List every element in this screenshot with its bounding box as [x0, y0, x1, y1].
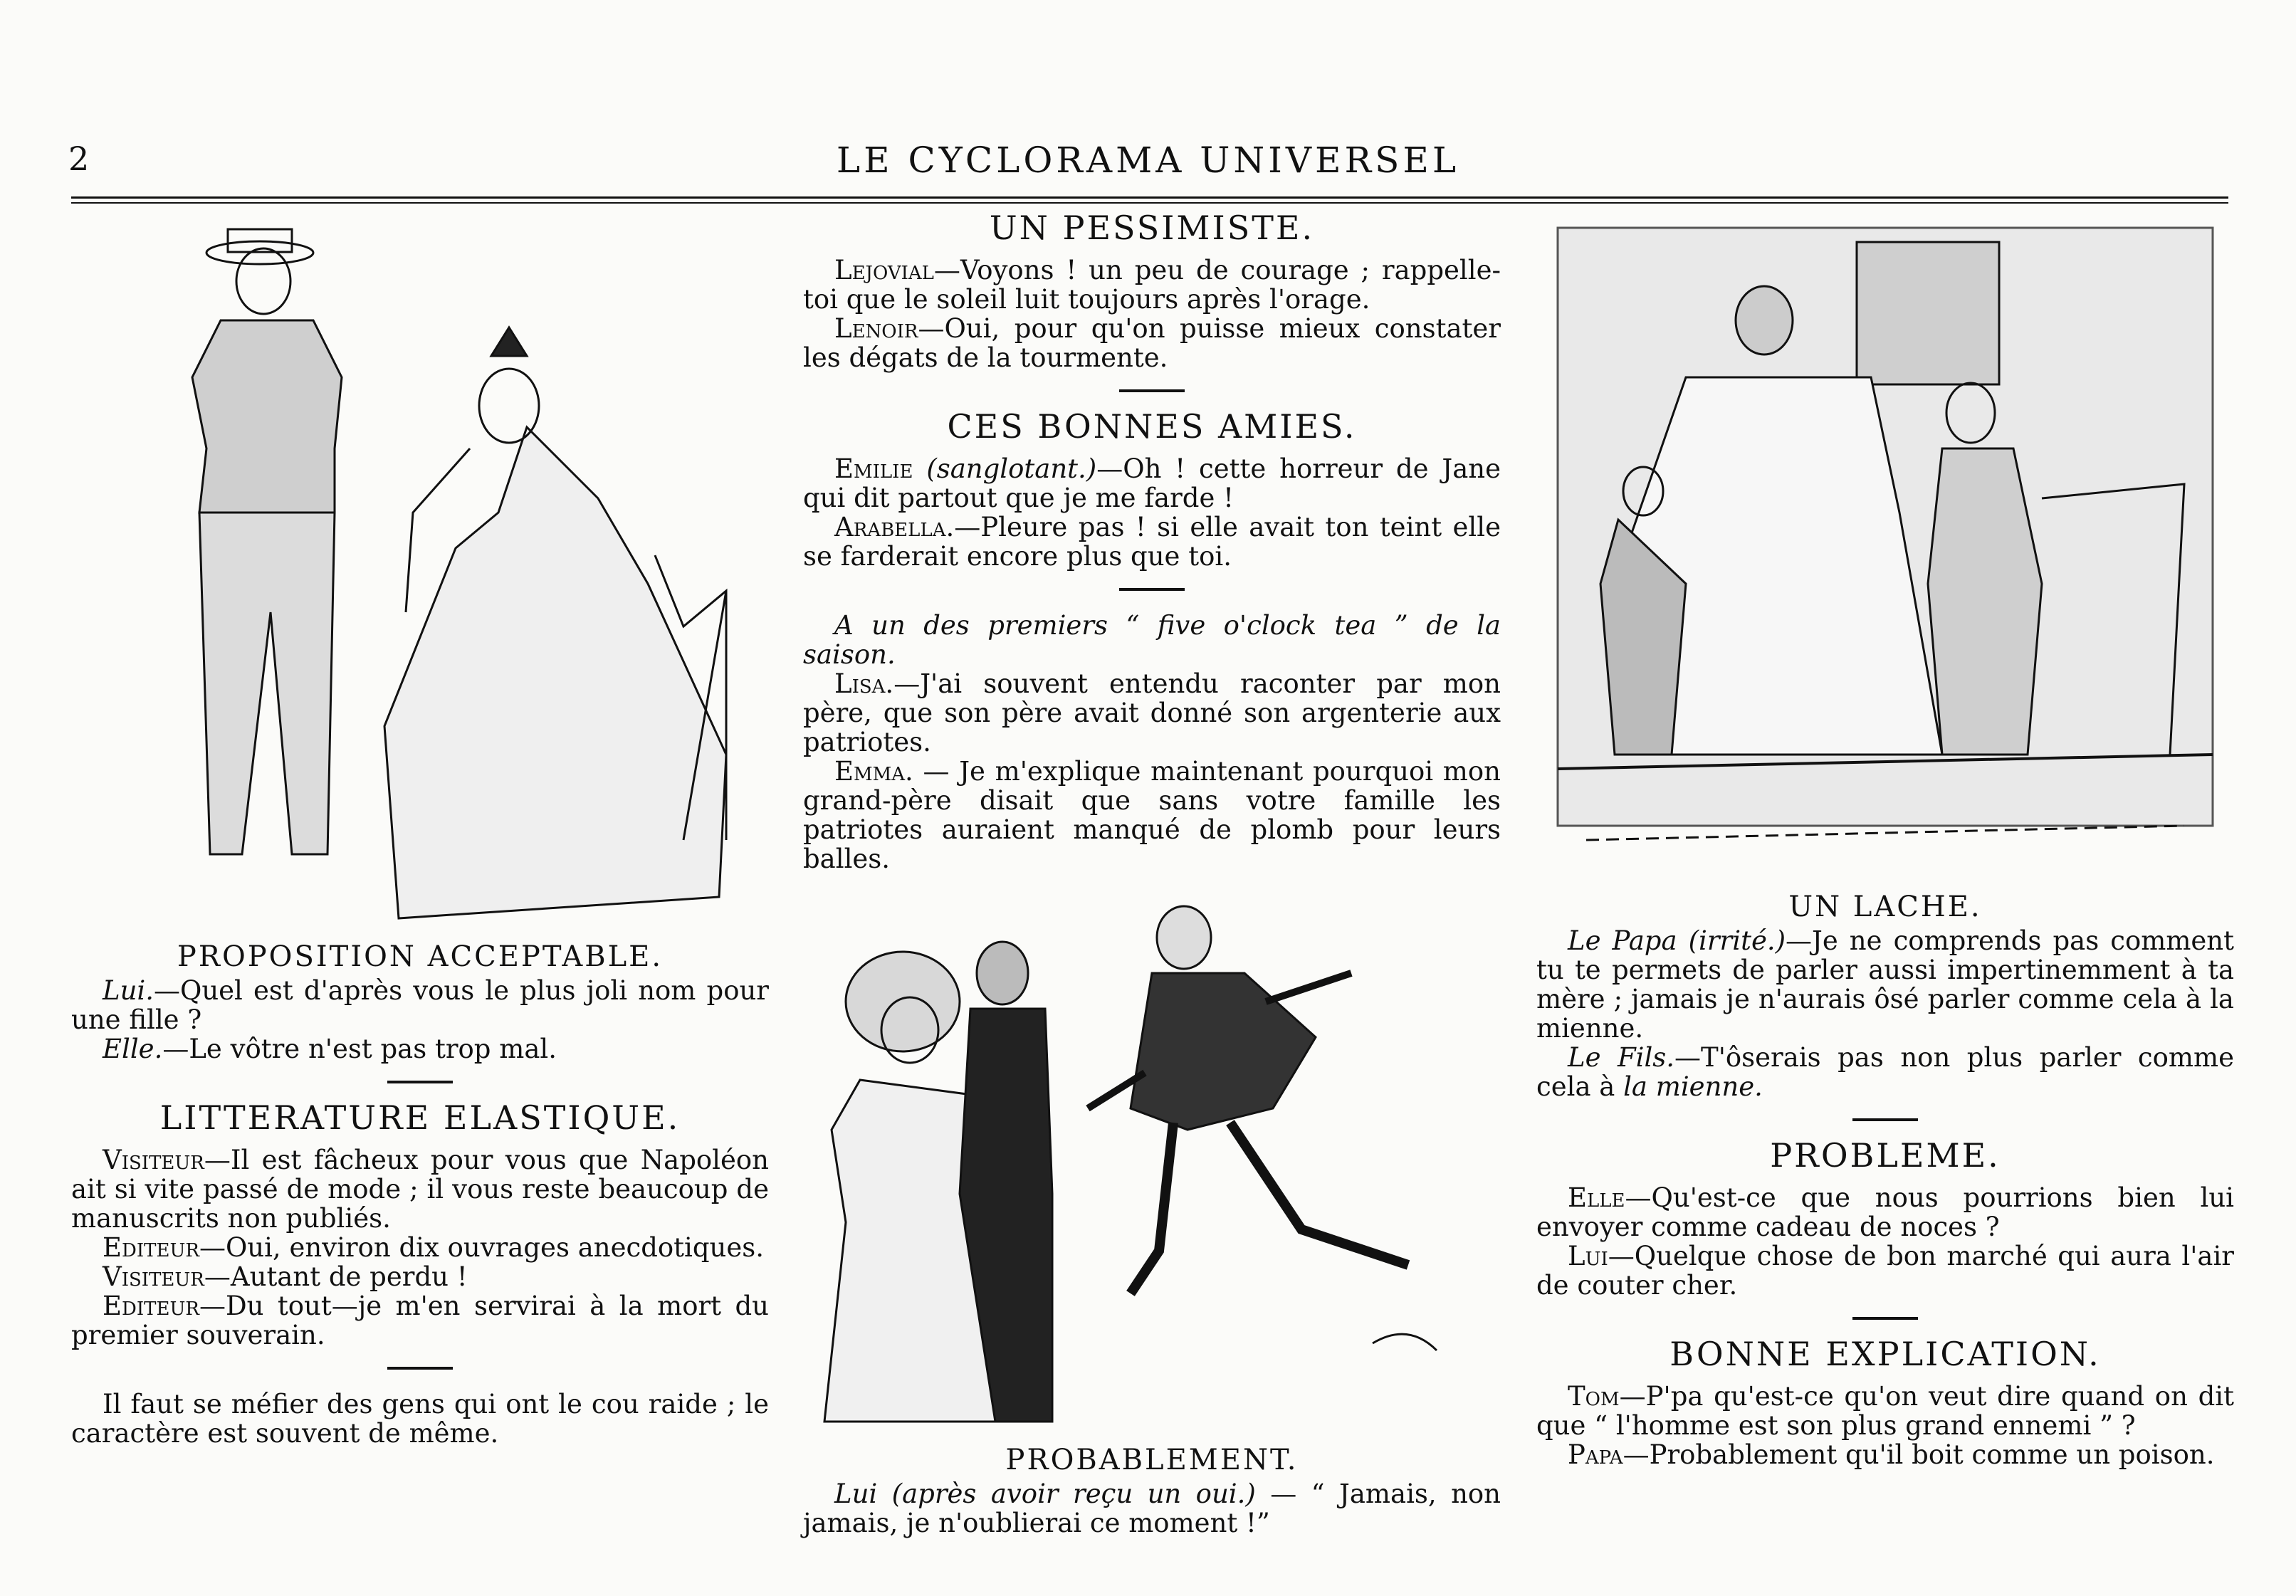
dialogue-fils-end: la mienne. [1623, 1071, 1763, 1102]
stage-direction: (irrité.) [1688, 925, 1786, 956]
dialogue-papa: —Je ne comprends pas comment tu te permets de parler aussi impertinemment à ta mère ; jamais je n'aurais ôsé parler comme cela à la mienne. [1536, 925, 2234, 1044]
speaker-visiteur: Visiteur [103, 1261, 204, 1292]
illustration-couple-and-running-man [817, 895, 1487, 1436]
header-rule-top [71, 196, 2228, 199]
column-left [71, 214, 769, 1448]
page-number: 2 [68, 140, 90, 178]
section-title-litterature: LITTERATURE ELASTIQUE. [159, 1098, 681, 1137]
speaker-lui: Lui [1568, 1241, 1608, 1271]
separator [1119, 588, 1185, 591]
speaker-emma: Emma. [834, 756, 913, 787]
dialogue-lenoir: —Oui, pour qu'on puisse mieux constater les dégats de la tourmente. [803, 313, 1501, 373]
column-right [1536, 214, 2234, 1469]
speaker-fils: Le Fils. [1568, 1042, 1675, 1073]
speaker-editeur: Editeur [103, 1232, 199, 1263]
section-title-bonne-explication: BONNE EXPLICATION. [1669, 1335, 2101, 1373]
speaker-tom: Tom [1568, 1381, 1620, 1412]
separator [1852, 1317, 1918, 1320]
dialogue-line: —Du tout—je m'en servirai à la mort du premier souverain. [71, 1291, 769, 1350]
illustration-family-parlor [1543, 214, 2227, 883]
dialogue-tom: —P'pa qu'est-ce qu'on veut dire quand on dit que “ l'homme est son plus grand ennemi ” ? [1536, 1381, 2234, 1441]
speaker-papa: Le Papa [1568, 925, 1677, 956]
dialogue-lisa: —J'ai souvent entendu raconter par mon père, que son père avait donné son argenterie aux patriotes. [803, 668, 1501, 757]
separator [1852, 1118, 1918, 1121]
dialogue-lui: — “ Jamais, non jamais, je n'oublierai ce moment !” [803, 1479, 1501, 1538]
masthead-title: LE CYCLORAMA UNIVERSEL [836, 140, 1460, 181]
separator [387, 1367, 453, 1370]
header-rule-bottom [71, 202, 2228, 204]
speaker-elle: Elle [1568, 1182, 1625, 1213]
illustration-couple-chair [100, 214, 740, 933]
dialogue-emilie: —Oh ! cette horreur de Jane qui dit partout que je me farde ! [803, 453, 1501, 513]
dialogue-line: —Autant de perdu ! [204, 1261, 468, 1292]
dialogue-emma: — Je m'explique maintenant pourquoi mon grand-père disait que sans votre famille les patriotes auraient manqué de plomb pour leurs balles. [803, 756, 1501, 874]
section-title-probleme: PROBLEME. [1770, 1136, 2001, 1175]
dialogue-lejovial: —Voyons ! un peu de courage ; rappelle-toi que le soleil luit toujours après l'orage. [803, 255, 1501, 315]
stage-direction: (sanglotant.) [926, 453, 1097, 484]
caption-probablement: PROBABLEMENT. [1005, 1444, 1299, 1476]
dialogue-line: —Oui, environ dix ouvrages anecdotiques. [199, 1232, 765, 1263]
dialogue-elle: —Qu'est-ce que nous pourrions bien lui envoyer comme cadeau de noces ? [1536, 1182, 2234, 1242]
tea-heading: A un des premiers “ five o'clock tea ” de la saison. [803, 610, 1501, 670]
dialogue-papa-2: —Probablement qu'il boit comme un poison. [1623, 1439, 2215, 1470]
separator [387, 1081, 453, 1083]
dialogue-line: —Il est fâcheux pour vous que Napoléon ait si vite passé de mode ; il vous reste beaucoup de manuscrits non publiés. [71, 1145, 769, 1234]
speaker-elle: Elle. [103, 1034, 163, 1064]
caption-un-lache: UN LACHE. [1788, 891, 1982, 923]
dialogue-arabella: —Pleure pas ! si elle avait ton teint elle se farderait encore plus que toi. [803, 512, 1501, 572]
speaker-papa: Papa [1568, 1439, 1623, 1470]
dialogue-elle: —Le vôtre n'est pas trop mal. [162, 1034, 557, 1064]
section-title-amies: CES BONNES AMIES. [947, 407, 1357, 446]
speaker-emilie: Emilie [834, 453, 913, 484]
speaker-visiteur: Visiteur [103, 1145, 204, 1175]
speaker-lisa: Lisa. [834, 668, 894, 699]
speaker-arabella: Arabella. [834, 512, 955, 542]
speaker-lui: Lui. [103, 975, 154, 1006]
dialogue-fils: —T'ôserais pas non plus parler comme cela à [1536, 1042, 2234, 1102]
dialogue-lui: —Quel est d'après vous le plus joli nom pour une fille ? [71, 975, 769, 1035]
column-middle [803, 209, 1501, 1538]
section-title-pessimiste: UN PESSIMISTE. [989, 209, 1315, 247]
caption-proposition: PROPOSITION ACCEPTABLE. [177, 940, 664, 973]
speaker-lenoir: Lenoir [834, 313, 918, 344]
speaker-lejovial: Lejovial [834, 255, 934, 285]
stage-direction: (après avoir reçu un oui.) [891, 1479, 1256, 1509]
separator [1119, 389, 1185, 392]
speaker-lui: Lui [834, 1479, 878, 1509]
speaker-editeur: Editeur [103, 1291, 199, 1321]
dialogue-lui: —Quelque chose de bon marché qui aura l'air de couter cher. [1536, 1241, 2234, 1301]
proverb: Il faut se méfier des gens qui ont le cou raide ; le caractère est souvent de même. [71, 1389, 769, 1449]
